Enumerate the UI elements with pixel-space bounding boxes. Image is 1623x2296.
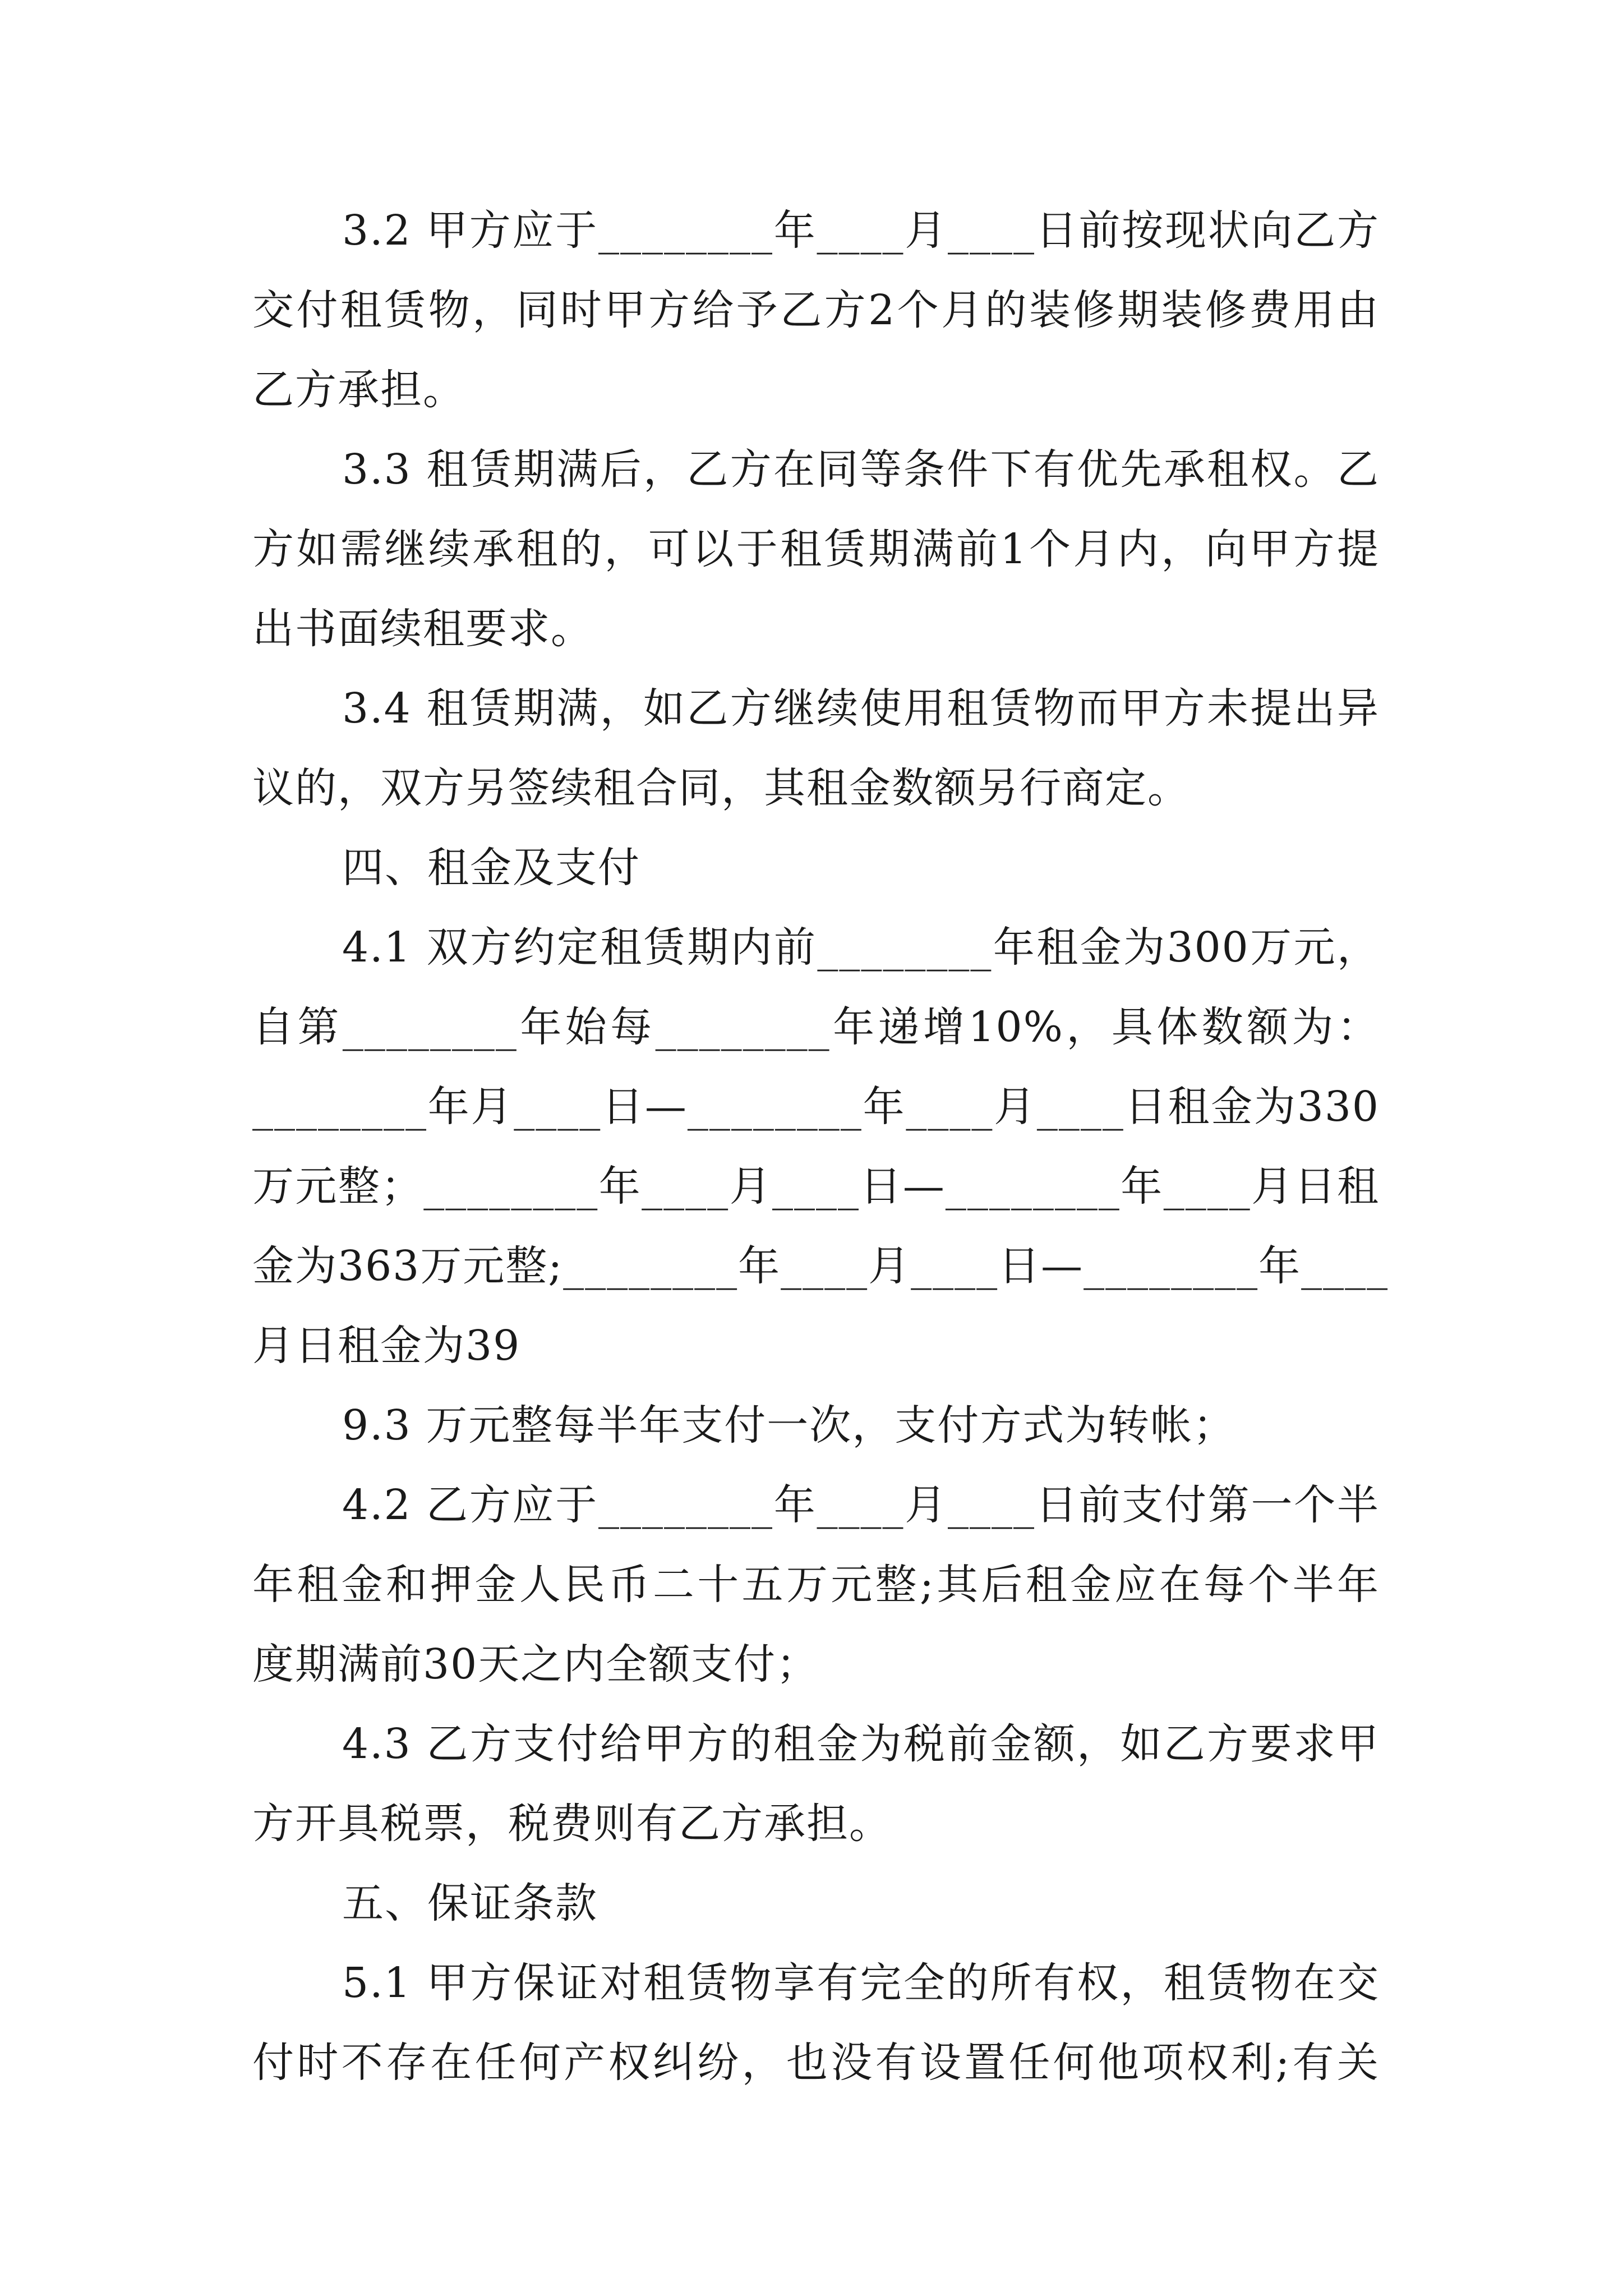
text-line: 四、租金及支付	[342, 844, 640, 892]
text-line: 4.2 乙方应于________年____月____日前支付第一个半	[342, 1481, 1380, 1529]
text-line: 方开具税票，税费则有乙方承担。	[252, 1800, 892, 1848]
text-line: 乙方承担。	[252, 366, 465, 414]
text-line: 4.3 乙方支付给甲方的租金为税前金额，如乙方要求甲	[342, 1720, 1380, 1768]
text-line: 3.2 甲方应于________年____月____日前按现状向乙方	[342, 206, 1380, 255]
document-body	[252, 191, 1389, 2102]
text-line: 五、保证条款	[342, 1879, 598, 1927]
text-line: 方如需继续承租的，可以于租赁期满前1个月内，向甲方提	[252, 525, 1380, 573]
text-line: 3.4 租赁期满，如乙方继续使用租赁物而甲方未提出异	[342, 684, 1380, 733]
text-line: 万元整；________年____月____日—________年____月日租	[252, 1162, 1380, 1211]
text-line: 月日租金为39	[252, 1322, 521, 1370]
text-line: 金为363万元整;________年____月____日—________年____	[252, 1242, 1389, 1290]
text-line: 自第________年始每________年递增10%，具体数额为：	[252, 1003, 1380, 1051]
text-line: 年租金和押金人民币二十五万元整;其后租金应在每个半年	[252, 1561, 1380, 1609]
text-line: ________年月____日—________年____月____日租金为330	[252, 1083, 1380, 1131]
text-line: 9.3 万元整每半年支付一次，支付方式为转帐；	[342, 1401, 1236, 1450]
text-line: 付时不存在任何产权纠纷，也没有设置任何他项权利;有关	[252, 2039, 1380, 2087]
text-line: 度期满前30天之内全额支付；	[252, 1640, 819, 1688]
text-line: 出书面续租要求。	[252, 605, 593, 653]
text-line: 4.1 双方约定租赁期内前________年租金为300万元，	[342, 923, 1380, 972]
text-line: 交付租赁物，同时甲方给予乙方2个月的装修期装修费用由	[252, 286, 1380, 334]
text-line: 3.3 租赁期满后，乙方在同等条件下有优先承租权。乙	[342, 445, 1380, 494]
text-line: 议的，双方另签续租合同，其租金数额另行商定。	[252, 764, 1190, 812]
text-line: 5.1 甲方保证对租赁物享有完全的所有权，租赁物在交	[342, 1959, 1380, 2007]
